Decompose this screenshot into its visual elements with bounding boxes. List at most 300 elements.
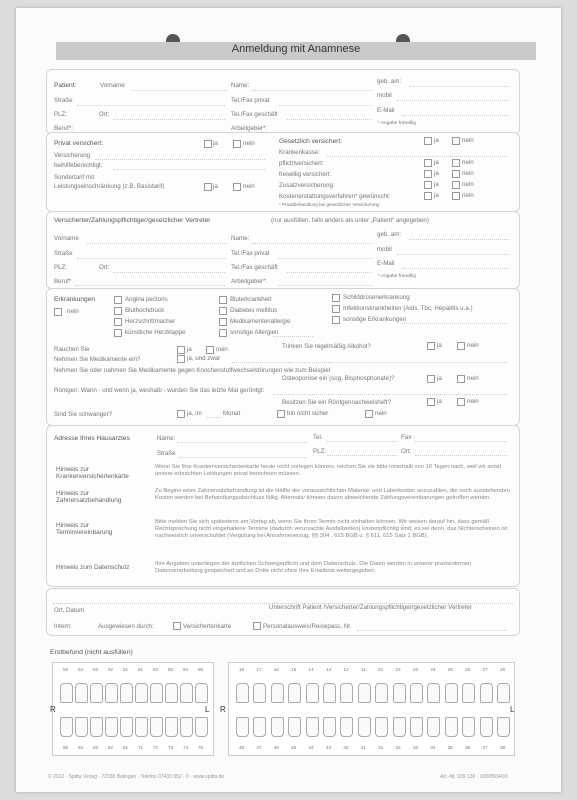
hausarzt-name-field[interactable] (177, 442, 307, 443)
schwanger-nein-label: nein (375, 410, 387, 417)
tooth-number: 24 (430, 667, 436, 672)
hinweis-zahnersatz-text: Zu Beginn einer Zahnersatzbehandlung ist die Hälfte der voraussichtlichen Material- und Laborkosten anzuzahlen, die noch ausstehenden Kosten werden bei Behandlungsabschluss fällig. Alternativ können davon abweichende Zahlungsvereinbarungen getroffen werden. (155, 488, 510, 501)
tooth-number: 14 (308, 667, 314, 672)
tooth-number: 16 (273, 667, 279, 672)
nachweis-nein-checkbox[interactable] (457, 398, 465, 406)
tel-privat-field[interactable] (279, 105, 372, 106)
zusatz-ja-checkbox[interactable] (424, 181, 432, 189)
tooth-diagram (445, 717, 458, 737)
trinken-ja-label: ja (437, 342, 442, 349)
tooth-number: 65 (197, 667, 204, 672)
trinken-label: Trinken Sie regelmäßig Alkohol? (282, 343, 371, 350)
bluter-label: Bluterkrankheit (230, 296, 272, 303)
schwanger-ja-label: ja, im (187, 410, 202, 417)
gesetzlich-ja-checkbox[interactable] (424, 137, 432, 145)
hausarzt-tel-label: Tel. (313, 434, 323, 441)
nachweis-ja-checkbox[interactable] (427, 398, 435, 406)
email-label: E-Mail (377, 107, 395, 114)
v-strasse-label: Straße (54, 250, 73, 257)
tooth-number: 63 (167, 667, 174, 672)
tooth-diagram (288, 717, 301, 737)
pflicht-nein-checkbox[interactable] (452, 159, 460, 167)
medikamente-field[interactable] (232, 362, 507, 363)
medikamente-ja-label: ja, und zwar (187, 355, 221, 362)
tooth-diagram (120, 717, 133, 737)
v-tel-geschaeft-field[interactable] (287, 272, 372, 273)
tooth-number: 71 (137, 745, 144, 750)
allergien-checkbox[interactable] (219, 329, 227, 337)
bluthochdruck-checkbox[interactable] (114, 307, 122, 315)
trinken-nein-checkbox[interactable] (457, 342, 465, 350)
roentgen-label: Röntgen: Wann - und wenn ja, weshalb - wurden Sie das letzte Mal geröntgt: (54, 387, 265, 394)
versichertenkarte-checkbox[interactable] (173, 622, 181, 630)
tooth-diagram (462, 717, 475, 737)
tooth-diagram (445, 683, 458, 703)
plz-label: PLZ: (54, 111, 68, 118)
v-vorname-field[interactable] (87, 243, 227, 244)
krankenkasse-field[interactable] (327, 156, 507, 157)
tooth-number: 52 (107, 667, 114, 672)
ort-datum-label: Ort, Datum (54, 607, 85, 614)
tooth-diagram (306, 683, 319, 703)
anamnesis-section (46, 288, 520, 426)
punch-hole-left (166, 34, 180, 42)
knochen-nein-checkbox[interactable] (457, 375, 465, 383)
v-geb-field[interactable] (409, 239, 509, 240)
hausarzt-label: Adresse Ihres Hausarztes (54, 435, 130, 442)
tooth-diagram (90, 717, 103, 737)
representative-section (46, 211, 520, 289)
tooth-diagram (393, 717, 406, 737)
email-field[interactable] (402, 115, 509, 116)
pflicht-ja-checkbox[interactable] (424, 159, 432, 167)
tooth-diagram (105, 717, 118, 737)
versicherung-field[interactable] (95, 159, 265, 160)
tooth-number: 35 (447, 745, 453, 750)
v-vorname-label: Vorname (54, 235, 79, 242)
tooth-number: 84 (77, 745, 84, 750)
tooth-number: 54 (77, 667, 84, 672)
privat-nein-checkbox[interactable] (233, 140, 241, 148)
erkrankungen-nein-label: nein (67, 308, 79, 315)
v-geb-label: geb. am: (377, 231, 402, 238)
vertreter-note: (nur ausfüllen, falls anders als unter „Patient“ angegeben) (271, 217, 429, 224)
tooth-number: 64 (182, 667, 189, 672)
v-ort-label: Ort: (99, 264, 110, 271)
tooth-number: 43 (325, 745, 332, 750)
freiwillig-ja-checkbox[interactable] (424, 170, 432, 178)
tooth-number: 45 (291, 745, 297, 750)
roentgen-field[interactable] (273, 394, 507, 395)
tooth-diagram (90, 683, 103, 703)
tooth-diagram (410, 717, 423, 737)
hausarzt-fax-label: Fax (401, 434, 412, 441)
ausgewiesen-label: Ausgewiesen durch: (98, 623, 154, 630)
rauchen-ja-label: ja (187, 346, 192, 353)
hausarzt-strasse-label: Straße (157, 450, 176, 457)
hinweis-karte-label: Hinweis zur Krankenversichertenkarte (56, 466, 129, 481)
trinken-nein-label: nein (467, 342, 479, 349)
ausweis-label: Personalausweis/Reisepass, Nr. (263, 623, 352, 630)
tooth-number: 85 (62, 745, 69, 750)
left-side-marker-left: L (205, 705, 210, 714)
hints-section (46, 425, 520, 587)
tooth-number: 34 (430, 745, 436, 750)
punch-hole-right (396, 34, 410, 42)
pflicht-nein-label: nein (462, 159, 474, 166)
tooth-number: 21 (378, 667, 384, 672)
vorname-field[interactable] (132, 90, 227, 91)
herzschrittmacher-checkbox[interactable] (114, 318, 122, 326)
ausweis-field[interactable] (357, 630, 507, 631)
beihilfe-label: beihilfeberechtigt: (54, 162, 103, 169)
tooth-number: 83 (92, 745, 99, 750)
privat-note: * Privatbehandlung bei gesetzlicher Versicherung (279, 202, 380, 207)
rauchen-nein-label: nein (216, 346, 228, 353)
mobil-field[interactable] (397, 100, 509, 101)
privat-ja-checkbox[interactable] (204, 140, 212, 148)
tooth-number: 28 (499, 667, 506, 672)
tooth-diagram (288, 683, 301, 703)
tooth-number: 26 (465, 667, 471, 672)
infektion-label: Infektionskrankheiten (Aids, Tbc, Hepatitis u.a.) (343, 305, 473, 312)
arbeitgeber-label: Arbeitgeber*: (231, 125, 268, 132)
strasse-label: Straße (54, 97, 73, 104)
tooth-diagram (323, 683, 336, 703)
tooth-number: 46 (273, 745, 279, 750)
v-strasse-field[interactable] (77, 258, 225, 259)
krankenkasse-label: Krankenkasse: (279, 149, 320, 156)
tooth-diagram (180, 683, 193, 703)
hinweis-zahnersatz-label: Hinweis zur Zahnersatzbehandlung (56, 490, 122, 505)
page-title: Anmeldung mit Anamnese (231, 43, 361, 55)
tooth-number: 37 (482, 745, 488, 750)
zusatz-nein-checkbox[interactable] (452, 181, 460, 189)
pflicht-ja-label: ja (434, 159, 439, 166)
tooth-number: 18 (238, 667, 245, 672)
trinken-ja-checkbox[interactable] (427, 342, 435, 350)
v-beruf-field[interactable] (75, 285, 225, 286)
tooth-diagram (135, 683, 148, 703)
tooth-diagram (120, 683, 133, 703)
unterschrift-label: Unterschrift Patient /Versicherter/Zahlungspflichtiger/gesetzlicher Vertreter (269, 604, 472, 611)
v-email-label: E-Mail (377, 260, 395, 267)
hausarzt-fax-field[interactable] (415, 441, 507, 442)
tooth-number: 62 (152, 667, 159, 672)
tooth-number: 22 (395, 667, 401, 672)
tooth-diagram (135, 717, 148, 737)
ort-field[interactable] (113, 119, 225, 120)
tooth-diagram (165, 683, 178, 703)
v-plz-label: PLZ: (54, 264, 68, 271)
tooth-diagram (393, 683, 406, 703)
angabe-note: * Angabe freiwillig (378, 121, 416, 126)
hausarzt-tel-field[interactable] (327, 441, 397, 442)
tooth-diagram (195, 683, 208, 703)
tooth-diagram (60, 717, 73, 737)
freiwillig-ja-label: ja (434, 170, 439, 177)
privat-nein-label: nein (243, 140, 255, 147)
tooth-diagram (253, 683, 266, 703)
tel-geschaeft-label: Tel./Fax geschäft (231, 111, 278, 118)
zusatz-ja-label: ja (434, 181, 439, 188)
v-angabe-note: * Angabe freiwillig (378, 274, 416, 279)
tooth-number: 33 (412, 745, 419, 750)
angina-label: Angina pectoris (125, 296, 168, 303)
kosten-label: Kostenerstattungsverfahren* gewünscht: (279, 193, 391, 200)
versicherung-label: Versicherung (54, 152, 91, 159)
tooth-diagram (427, 683, 440, 703)
erstbefund-label: Erstbefund (nicht ausfüllen) (50, 649, 133, 656)
sonstige-label: sonstige Erkrankungen (343, 316, 407, 323)
intern-label: Intern: (54, 623, 72, 630)
v-mobil-field[interactable] (397, 254, 509, 255)
tooth-number: 81 (122, 745, 129, 750)
infektion-checkbox[interactable] (332, 305, 340, 313)
tooth-diagram (75, 683, 88, 703)
kosten-ja-label: ja (434, 192, 439, 199)
sondertarif-label: Sondertarif mit (54, 174, 95, 181)
patient-section (46, 69, 520, 135)
tooth-diagram (358, 683, 371, 703)
tooth-chart-deciduous (52, 662, 214, 756)
tooth-number: 55 (62, 667, 69, 672)
hausarzt-plz-field[interactable] (327, 455, 397, 456)
name-field[interactable] (252, 90, 372, 91)
rauchen-label: Rauchen Sie (54, 346, 90, 353)
tooth-diagram (60, 683, 73, 703)
sondertarif-nein-label: nein (243, 183, 255, 190)
nicht-sicher-label: bin nicht sicher (287, 410, 329, 417)
schilddruese-label: Schilddrüsenerkrankung (343, 294, 410, 301)
tooth-diagram (150, 717, 163, 737)
tooth-diagram (253, 717, 266, 737)
schilddruese-checkbox[interactable] (332, 294, 340, 302)
nachweis-ja-label: ja (437, 398, 442, 405)
tooth-diagram (306, 717, 319, 737)
knochen-nein-label: nein (467, 375, 479, 382)
knochen-ja-label: ja (437, 375, 442, 382)
leistungs-label: Leistungseinschränkung (z.B. Basistarif) (54, 183, 165, 190)
tooth-diagram (375, 683, 388, 703)
right-side-marker-left: R (50, 705, 56, 714)
geb-field[interactable] (409, 86, 509, 87)
tooth-number: 75 (197, 745, 204, 750)
right-side-marker-right: R (220, 705, 226, 714)
medikamente-label: Nehmen Sie Medikamente ein? (54, 356, 141, 363)
mobil-label: mobil (377, 92, 392, 99)
v-email-field[interactable] (402, 268, 509, 269)
insurance-section (46, 132, 520, 212)
hinweis-termin-label: Hinweis zur Terminvereinbarung (56, 522, 113, 537)
ausweis-checkbox[interactable] (253, 622, 261, 630)
tel-privat-label: Tel./Fax privat (231, 97, 270, 104)
nicht-sicher-checkbox[interactable] (277, 410, 285, 418)
tooth-chart-permanent (228, 662, 515, 756)
patient-label: Patient: (54, 82, 77, 89)
tel-geschaeft-field[interactable] (287, 119, 372, 120)
signature-section (46, 588, 520, 636)
erkrankungen-nein-checkbox[interactable] (54, 308, 62, 316)
v-ort-field[interactable] (113, 272, 225, 273)
knochen-ja-checkbox[interactable] (427, 375, 435, 383)
left-side-marker-right: L (510, 705, 515, 714)
tooth-number: 12 (343, 667, 349, 672)
hinweis-datenschutz-label: Hinweis zum Datenschutz (56, 564, 130, 571)
freiwillig-nein-label: nein (462, 170, 474, 177)
tooth-number: 61 (137, 667, 144, 672)
sondertarif-nein-checkbox[interactable] (233, 183, 241, 191)
tooth-diagram (340, 683, 353, 703)
tooth-number: 44 (308, 745, 314, 750)
herzschrittmacher-label: Herzschrittmacher (125, 318, 176, 325)
tooth-number: 11 (360, 667, 366, 672)
nachweis-label: Besitzen Sie ein Röntgennachweisheft? (282, 399, 392, 406)
hausarzt-strasse-field[interactable] (179, 457, 307, 458)
tooth-diagram (497, 683, 510, 703)
tooth-diagram (236, 683, 249, 703)
hinweis-termin-text: Bitte melden Sie sich spätestens am Vortag ab, wenn Sie Ihren Termin nicht einhalten können. Wir weisen darauf hin, dass gemäß Rechtsprechung nicht eingehaltene Termine (dadurch verursachte Ausfallzeiten) kostenpflichtig sind, es sei denn, das Nichterscheinen ist nachweislich unverschuldet (Vergütung bei Annahmeverzug, §§ 304 , 615 BGB u. § 611, 615 Satz 1 BGB). (155, 519, 508, 539)
title-bar (56, 42, 536, 60)
sondertarif-ja-checkbox[interactable] (204, 183, 212, 191)
monat-label: Monat (223, 410, 241, 417)
strasse-field[interactable] (77, 105, 225, 106)
tooth-number: 47 (256, 745, 262, 750)
knochen-label-1: Nehmen Sie oder nahmen Sie Medikamente gegen Knochenstoffwechselstörungen wie zum Beispiel (54, 367, 331, 374)
gesetzlich-nein-label: nein (462, 137, 474, 144)
pflicht-label: pflichtversichert: (279, 160, 324, 167)
tooth-number: 72 (152, 745, 159, 750)
sonstige-checkbox[interactable] (332, 316, 340, 324)
tooth-diagram (271, 717, 284, 737)
diabetes-label: Diabetes mellitus (230, 307, 278, 314)
tooth-diagram (195, 717, 208, 737)
v-arbeitgeber-label: Arbeitgeber*: (231, 278, 268, 285)
knochen-label-2: Osteoporose ein (sog. Bisphosphonate)? (282, 375, 395, 382)
v-tel-privat-label: Tel./Fax privat (231, 250, 270, 257)
versichertenkarte-label: Versichertenkarte (183, 623, 232, 630)
freiwillig-label: freiwillig versichert: (279, 171, 332, 178)
tooth-diagram (462, 683, 475, 703)
allergien-field[interactable] (273, 336, 313, 337)
gesetzlich-nein-checkbox[interactable] (452, 137, 460, 145)
medikamentenallergie-label: Medikamentenallergie (230, 318, 291, 325)
rauchen-nein-checkbox[interactable] (206, 346, 214, 354)
tooth-number: 53 (92, 667, 99, 672)
v-beruf-label: Beruf* (54, 278, 72, 285)
hausarzt-plz-label: PLZ: (313, 448, 327, 455)
tooth-number: 36 (465, 745, 471, 750)
tooth-number: 32 (395, 745, 401, 750)
tooth-diagram (165, 717, 178, 737)
allergien-label: sonstige Allergien (230, 329, 279, 336)
vorname-label: Vorname (100, 82, 125, 89)
v-arbeitgeber-field[interactable] (279, 285, 372, 286)
medikamente-ja-checkbox[interactable] (177, 355, 185, 363)
tooth-diagram (340, 717, 353, 737)
bluter-checkbox[interactable] (219, 296, 227, 304)
tooth-diagram (150, 683, 163, 703)
tooth-diagram (236, 717, 249, 737)
angina-checkbox[interactable] (114, 296, 122, 304)
tooth-number: 74 (182, 745, 189, 750)
tooth-number: 31 (378, 745, 384, 750)
tooth-number: 17 (256, 667, 262, 672)
schwanger-monat-field[interactable] (207, 417, 221, 418)
tooth-diagram (105, 683, 118, 703)
tooth-diagram (180, 717, 193, 737)
tooth-number: 82 (107, 745, 114, 750)
schwanger-label: Sind Sie schwanger? (54, 411, 113, 418)
bluthochdruck-label: Bluthochdruck (125, 307, 165, 314)
gesetzlich-label: Gesetzlich versichert: (279, 138, 343, 145)
tooth-number: 41 (360, 745, 366, 750)
rauchen-ja-checkbox[interactable] (177, 346, 185, 354)
kosten-nein-label: nein (462, 192, 474, 199)
tooth-diagram (75, 717, 88, 737)
schwanger-nein-checkbox[interactable] (365, 410, 373, 418)
tooth-number: 15 (291, 667, 297, 672)
tooth-number: 13 (325, 667, 332, 672)
freiwillig-nein-checkbox[interactable] (452, 170, 460, 178)
tooth-diagram (410, 683, 423, 703)
v-mobil-label: mobil (377, 246, 392, 253)
hausarzt-ort-field[interactable] (415, 455, 507, 456)
sondertarif-ja-label: ja (213, 183, 218, 190)
herzklappe-checkbox[interactable] (114, 329, 122, 337)
vertreter-heading: Versicherter/Zahlungspflichtiger/gesetzlicher Vertreter (54, 217, 211, 224)
tooth-number: 25 (447, 667, 453, 672)
privat-ja-label: ja (213, 140, 218, 147)
v-name-field[interactable] (252, 243, 372, 244)
ort-label: Ort: (99, 111, 110, 118)
footer-publisher: © 2012 · Spitta Verlag · 72336 Balingen · Telefon 07433 952 - 0 · www.spitta.de (48, 774, 225, 780)
tooth-diagram (375, 717, 388, 737)
footer-article-number: Art.-Nr. 939 130 · 100/0504/03 (440, 774, 508, 780)
tooth-number: 23 (412, 667, 419, 672)
tooth-number: 27 (482, 667, 488, 672)
schwanger-ja-checkbox[interactable] (177, 410, 185, 418)
kosten-ja-checkbox[interactable] (424, 192, 432, 200)
tooth-number: 51 (122, 667, 129, 672)
zusatz-label: Zusatzversicherung: (279, 182, 335, 189)
v-tel-geschaeft-label: Tel./Fax geschäft (231, 264, 278, 271)
kosten-nein-checkbox[interactable] (452, 192, 460, 200)
v-name-label: Name: (231, 235, 250, 242)
tooth-number: 73 (167, 745, 174, 750)
tooth-diagram (480, 683, 493, 703)
diabetes-checkbox[interactable] (219, 307, 227, 315)
hinweis-datenschutz-text: Ihre Angaben unterliegen der ärztlichen Schweigepflicht und dem Datenschutz. Die Daten werden in unserer praxisinternen Datenverarbeitung gespeichert und an Dritte nicht ohne Ihre Erlaubnis weitergegeben. (155, 561, 472, 574)
tooth-diagram (497, 717, 510, 737)
beihilfe-field[interactable] (113, 169, 265, 170)
tooth-diagram (427, 717, 440, 737)
privat-label: Privat versichert: (54, 140, 104, 147)
nachweis-nein-label: nein (467, 398, 479, 405)
hinweis-karte-text: Wenn Sie Ihre Krankenversichertenkarte heute nicht vorlegen können, reichen Sie sie bitte innerhalb von 10 Tagen nach, weil wir sonst unsere erbrachten Leistungen privat berechnen müssen. (155, 464, 502, 477)
hausarzt-name-label: Name: (157, 435, 176, 442)
tooth-diagram (480, 717, 493, 737)
hausarzt-ort-label: Ort: (401, 448, 412, 455)
tooth-number: 48 (238, 745, 245, 750)
sonstige-field[interactable] (402, 323, 507, 324)
beruf-label: Beruf*: (54, 125, 73, 132)
tooth-diagram (271, 683, 284, 703)
v-tel-privat-field[interactable] (279, 258, 372, 259)
medikamentenallergie-checkbox[interactable] (219, 318, 227, 326)
name-label: Name: (231, 82, 250, 89)
tooth-diagram (358, 717, 371, 737)
